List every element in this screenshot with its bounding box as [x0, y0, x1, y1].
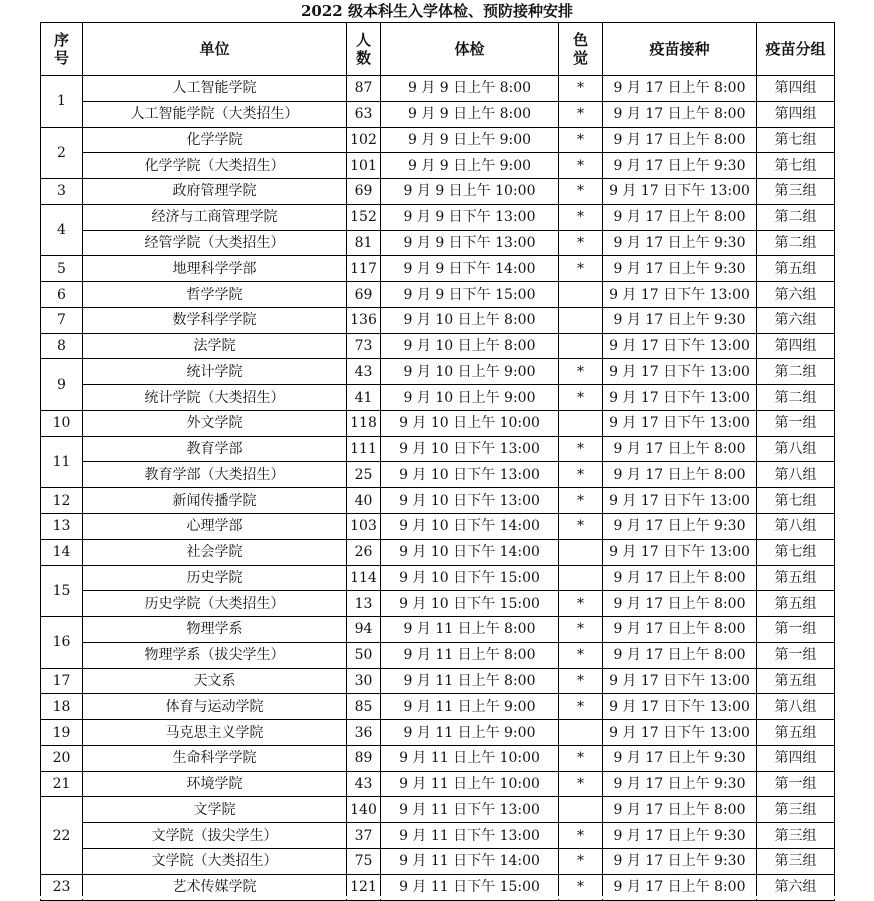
cell-group: 第七组 — [757, 127, 835, 153]
cell-color: * — [559, 76, 603, 102]
cell-exam: 9 月 9 日下午 14:00 — [381, 256, 559, 282]
table-row — [41, 617, 835, 643]
table-row — [41, 410, 835, 436]
cell-group: 第五组 — [757, 591, 835, 617]
cell-group: 第三组 — [757, 179, 835, 205]
header-color: 色觉 — [559, 23, 603, 76]
cell-exam: 9 月 9 日上午 8:00 — [381, 101, 559, 127]
cell-group: 第二组 — [757, 204, 835, 230]
cell-color: * — [559, 591, 603, 617]
table-header — [41, 23, 835, 76]
cell-exam: 9 月 9 日上午 9:00 — [381, 153, 559, 179]
cell-seq: 11 — [41, 436, 83, 488]
cell-exam: 9 月 11 日上午 8:00 — [381, 617, 559, 643]
cell-group: 第八组 — [757, 436, 835, 462]
cell-group: 第四组 — [757, 76, 835, 102]
table-row — [41, 230, 835, 256]
cell-unit: 数学科学学院 — [83, 307, 347, 333]
cell-group: 第一组 — [757, 410, 835, 436]
cell-unit: 文学院 — [83, 797, 347, 823]
cell-group: 第五组 — [757, 668, 835, 694]
cell-seq: 18 — [41, 694, 83, 720]
cell-unit: 文学院（拔尖学生） — [83, 823, 347, 849]
cell-exam: 9 月 10 日下午 15:00 — [381, 591, 559, 617]
cell-unit: 人工智能学院 — [83, 76, 347, 102]
cell-exam: 9 月 10 日下午 15:00 — [381, 565, 559, 591]
cell-vaccine: 9 月 17 日上午 9:30 — [603, 514, 757, 540]
cell-vaccine: 9 月 17 日上午 9:30 — [603, 230, 757, 256]
cell-exam: 9 月 10 日上午 9:00 — [381, 359, 559, 385]
cell-count: 69 — [347, 179, 381, 205]
cell-vaccine: 9 月 17 日上午 8:00 — [603, 76, 757, 102]
cell-vaccine: 9 月 17 日下午 13:00 — [603, 359, 757, 385]
table-row — [41, 179, 835, 205]
cell-exam: 9 月 11 日上午 9:00 — [381, 694, 559, 720]
cell-group: 第五组 — [757, 565, 835, 591]
cell-count: 140 — [347, 797, 381, 823]
cell-unit: 体育与运动学院 — [83, 694, 347, 720]
table-row — [41, 127, 835, 153]
cell-group: 第五组 — [757, 256, 835, 282]
cell-seq: 15 — [41, 565, 83, 617]
cell-vaccine: 9 月 17 日上午 8:00 — [603, 642, 757, 668]
cell-color: * — [559, 514, 603, 540]
cell-count: 103 — [347, 514, 381, 540]
cell-exam: 9 月 11 日上午 10:00 — [381, 745, 559, 771]
cell-exam: 9 月 10 日下午 14:00 — [381, 514, 559, 540]
cell-vaccine: 9 月 17 日上午 9:30 — [603, 307, 757, 333]
table-row — [41, 694, 835, 720]
cell-vaccine: 9 月 17 日下午 13:00 — [603, 668, 757, 694]
cell-exam: 9 月 10 日上午 8:00 — [381, 307, 559, 333]
cell-vaccine: 9 月 17 日上午 9:30 — [603, 153, 757, 179]
cell-exam: 9 月 11 日上午 9:00 — [381, 720, 559, 746]
cell-vaccine: 9 月 17 日上午 9:30 — [603, 256, 757, 282]
table-row — [41, 333, 835, 359]
table-row — [41, 204, 835, 230]
cell-exam: 9 月 9 日下午 13:00 — [381, 204, 559, 230]
cell-seq: 20 — [41, 745, 83, 771]
header-group: 疫苗分组 — [757, 23, 835, 76]
cell-exam: 9 月 10 日下午 13:00 — [381, 436, 559, 462]
cell-color: * — [559, 359, 603, 385]
cell-seq: 8 — [41, 333, 83, 359]
cell-seq: 16 — [41, 617, 83, 669]
cell-seq: 23 — [41, 874, 83, 900]
cell-group: 第二组 — [757, 385, 835, 411]
table-row — [41, 359, 835, 385]
cell-exam: 9 月 10 日上午 9:00 — [381, 385, 559, 411]
table-body — [41, 76, 835, 901]
cell-unit: 经管学院（大类招生） — [83, 230, 347, 256]
cell-unit: 新闻传播学院 — [83, 488, 347, 514]
table-row — [41, 668, 835, 694]
cell-vaccine: 9 月 17 日上午 9:30 — [603, 771, 757, 797]
cell-color: * — [559, 462, 603, 488]
cell-seq: 19 — [41, 720, 83, 746]
cell-exam: 9 月 10 日上午 10:00 — [381, 410, 559, 436]
header-exam: 体检 — [381, 23, 559, 76]
cell-seq: 14 — [41, 539, 83, 565]
cell-count: 111 — [347, 436, 381, 462]
cell-unit: 地理科学学部 — [83, 256, 347, 282]
cell-count: 13 — [347, 591, 381, 617]
cell-count: 114 — [347, 565, 381, 591]
cell-color: * — [559, 101, 603, 127]
cell-seq: 7 — [41, 307, 83, 333]
cell-vaccine: 9 月 17 日上午 8:00 — [603, 436, 757, 462]
cell-unit: 天文系 — [83, 668, 347, 694]
cell-vaccine: 9 月 17 日下午 13:00 — [603, 539, 757, 565]
cell-unit: 历史学院 — [83, 565, 347, 591]
cell-unit: 法学院 — [83, 333, 347, 359]
table-row — [41, 514, 835, 540]
table-row — [41, 385, 835, 411]
cell-color: * — [559, 745, 603, 771]
cell-vaccine: 9 月 17 日下午 13:00 — [603, 720, 757, 746]
cell-group: 第三组 — [757, 823, 835, 849]
header-seq: 序号 — [41, 23, 83, 76]
cell-seq: 10 — [41, 410, 83, 436]
cell-count: 87 — [347, 76, 381, 102]
cell-seq: 5 — [41, 256, 83, 282]
cell-exam: 9 月 11 日下午 13:00 — [381, 797, 559, 823]
cell-count: 26 — [347, 539, 381, 565]
cell-exam: 9 月 9 日上午 9:00 — [381, 127, 559, 153]
cell-count: 75 — [347, 848, 381, 874]
cell-count: 41 — [347, 385, 381, 411]
cell-vaccine: 9 月 17 日上午 8:00 — [603, 591, 757, 617]
cell-group: 第三组 — [757, 848, 835, 874]
cell-seq: 17 — [41, 668, 83, 694]
cell-exam: 9 月 10 日下午 13:00 — [381, 462, 559, 488]
cell-count: 50 — [347, 642, 381, 668]
cell-unit: 环境学院 — [83, 771, 347, 797]
cell-group: 第八组 — [757, 514, 835, 540]
cell-count: 36 — [347, 720, 381, 746]
table-row — [41, 153, 835, 179]
cell-count: 40 — [347, 488, 381, 514]
schedule-table — [40, 22, 835, 901]
cell-color: * — [559, 436, 603, 462]
cell-unit: 人工智能学院（大类招生） — [83, 101, 347, 127]
cell-group: 第八组 — [757, 462, 835, 488]
cell-unit: 生命科学学院 — [83, 745, 347, 771]
cell-unit: 化学学院（大类招生） — [83, 153, 347, 179]
cell-vaccine: 9 月 17 日上午 8:00 — [603, 617, 757, 643]
table-row — [41, 436, 835, 462]
cell-seq: 4 — [41, 204, 83, 256]
cell-color: * — [559, 694, 603, 720]
table-row — [41, 539, 835, 565]
cell-seq: 2 — [41, 127, 83, 179]
cell-seq: 13 — [41, 514, 83, 540]
cell-exam: 9 月 9 日上午 10:00 — [381, 179, 559, 205]
cell-color — [559, 282, 603, 308]
cell-seq: 21 — [41, 771, 83, 797]
cell-group: 第三组 — [757, 797, 835, 823]
cell-vaccine: 9 月 17 日下午 13:00 — [603, 410, 757, 436]
cell-group: 第一组 — [757, 771, 835, 797]
cell-color: * — [559, 668, 603, 694]
cell-exam: 9 月 9 日下午 13:00 — [381, 230, 559, 256]
cell-unit: 教育学部（大类招生） — [83, 462, 347, 488]
cell-color: * — [559, 385, 603, 411]
cell-group: 第四组 — [757, 101, 835, 127]
cell-count: 94 — [347, 617, 381, 643]
table-row — [41, 771, 835, 797]
cell-color: * — [559, 617, 603, 643]
cell-count: 152 — [347, 204, 381, 230]
cell-exam: 9 月 10 日下午 13:00 — [381, 488, 559, 514]
cell-group: 第一组 — [757, 617, 835, 643]
cell-exam: 9 月 11 日下午 15:00 — [381, 874, 559, 900]
cell-exam: 9 月 11 日下午 13:00 — [381, 823, 559, 849]
cell-count: 81 — [347, 230, 381, 256]
cell-vaccine: 9 月 17 日上午 8:00 — [603, 462, 757, 488]
table-row — [41, 101, 835, 127]
cell-color: * — [559, 771, 603, 797]
cell-count: 89 — [347, 745, 381, 771]
cell-color: * — [559, 848, 603, 874]
cell-count: 102 — [347, 127, 381, 153]
cell-color — [559, 333, 603, 359]
cell-group: 第四组 — [757, 745, 835, 771]
cell-unit: 社会学院 — [83, 539, 347, 565]
cell-color — [559, 797, 603, 823]
cell-unit: 物理学系（拔尖学生） — [83, 642, 347, 668]
header-vaccine: 疫苗接种 — [603, 23, 757, 76]
header-count: 人数 — [347, 23, 381, 76]
cell-seq: 22 — [41, 797, 83, 874]
table-row — [41, 462, 835, 488]
cell-color: * — [559, 153, 603, 179]
cell-count: 117 — [347, 256, 381, 282]
cell-exam: 9 月 9 日上午 8:00 — [381, 76, 559, 102]
cell-group: 第四组 — [757, 333, 835, 359]
cell-count: 101 — [347, 153, 381, 179]
cell-vaccine: 9 月 17 日下午 13:00 — [603, 694, 757, 720]
cell-count: 118 — [347, 410, 381, 436]
cell-exam: 9 月 11 日上午 8:00 — [381, 668, 559, 694]
cell-color: * — [559, 230, 603, 256]
cell-vaccine: 9 月 17 日下午 13:00 — [603, 385, 757, 411]
cell-unit: 物理学系 — [83, 617, 347, 643]
cell-exam: 9 月 11 日上午 10:00 — [381, 771, 559, 797]
cell-unit: 外文学院 — [83, 410, 347, 436]
cell-unit: 文学院（大类招生） — [83, 848, 347, 874]
cell-count: 136 — [347, 307, 381, 333]
cell-count: 43 — [347, 359, 381, 385]
cell-seq: 1 — [41, 76, 83, 128]
table-row — [41, 848, 835, 874]
table-row — [41, 282, 835, 308]
table-row — [41, 565, 835, 591]
cell-count: 63 — [347, 101, 381, 127]
cell-exam: 9 月 11 日下午 14:00 — [381, 848, 559, 874]
cell-exam: 9 月 9 日下午 15:00 — [381, 282, 559, 308]
cell-count: 37 — [347, 823, 381, 849]
cell-group: 第七组 — [757, 488, 835, 514]
cell-color: * — [559, 488, 603, 514]
cell-vaccine: 9 月 17 日上午 8:00 — [603, 204, 757, 230]
cell-unit: 统计学院（大类招生） — [83, 385, 347, 411]
cell-color — [559, 565, 603, 591]
cell-unit: 马克思主义学院 — [83, 720, 347, 746]
table-row — [41, 797, 835, 823]
cell-vaccine: 9 月 17 日下午 13:00 — [603, 333, 757, 359]
table-row — [41, 720, 835, 746]
cell-color: * — [559, 874, 603, 900]
table-row — [41, 745, 835, 771]
cell-vaccine: 9 月 17 日下午 13:00 — [603, 282, 757, 308]
cell-exam: 9 月 10 日下午 14:00 — [381, 539, 559, 565]
cell-group: 第六组 — [757, 307, 835, 333]
cell-vaccine: 9 月 17 日上午 8:00 — [603, 101, 757, 127]
cell-group: 第七组 — [757, 539, 835, 565]
cell-group: 第二组 — [757, 230, 835, 256]
page-title: 2022 级本科生入学体检、预防接种安排 — [301, 2, 573, 20]
cell-vaccine: 9 月 17 日上午 8:00 — [603, 127, 757, 153]
cell-vaccine: 9 月 17 日上午 8:00 — [603, 565, 757, 591]
cell-vaccine: 9 月 17 日上午 9:30 — [603, 848, 757, 874]
cell-color — [559, 720, 603, 746]
cell-color — [559, 307, 603, 333]
table-row — [41, 76, 835, 102]
cell-unit: 经济与工商管理学院 — [83, 204, 347, 230]
cell-count: 69 — [347, 282, 381, 308]
table-row — [41, 488, 835, 514]
cell-group: 第七组 — [757, 153, 835, 179]
cell-count: 30 — [347, 668, 381, 694]
cell-unit: 心理学部 — [83, 514, 347, 540]
cell-group: 第六组 — [757, 874, 835, 900]
cell-color: * — [559, 642, 603, 668]
cell-group: 第五组 — [757, 720, 835, 746]
cell-vaccine: 9 月 17 日上午 8:00 — [603, 874, 757, 900]
cell-seq: 9 — [41, 359, 83, 411]
cell-vaccine: 9 月 17 日下午 13:00 — [603, 488, 757, 514]
cell-unit: 历史学院（大类招生） — [83, 591, 347, 617]
cell-unit: 统计学院 — [83, 359, 347, 385]
cell-exam: 9 月 10 日上午 8:00 — [381, 333, 559, 359]
cell-color — [559, 410, 603, 436]
cell-group: 第二组 — [757, 359, 835, 385]
cell-color — [559, 539, 603, 565]
table-row — [41, 591, 835, 617]
cell-color: * — [559, 204, 603, 230]
cell-group: 第六组 — [757, 282, 835, 308]
cell-seq: 3 — [41, 179, 83, 205]
cell-color: * — [559, 179, 603, 205]
table-row — [41, 642, 835, 668]
cell-count: 73 — [347, 333, 381, 359]
cell-count: 85 — [347, 694, 381, 720]
cell-vaccine: 9 月 17 日下午 13:00 — [603, 179, 757, 205]
cell-unit: 化学学院 — [83, 127, 347, 153]
cell-color: * — [559, 823, 603, 849]
cell-exam: 9 月 11 日上午 8:00 — [381, 642, 559, 668]
cell-seq: 12 — [41, 488, 83, 514]
cell-count: 25 — [347, 462, 381, 488]
cell-count: 121 — [347, 874, 381, 900]
cell-seq: 6 — [41, 282, 83, 308]
cell-unit: 政府管理学院 — [83, 179, 347, 205]
cell-count: 43 — [347, 771, 381, 797]
cell-vaccine: 9 月 17 日上午 8:00 — [603, 797, 757, 823]
cell-color: * — [559, 256, 603, 282]
cell-vaccine: 9 月 17 日上午 9:30 — [603, 745, 757, 771]
cell-unit: 艺术传媒学院 — [83, 874, 347, 900]
table-row — [41, 256, 835, 282]
cell-unit: 哲学学院 — [83, 282, 347, 308]
header-row — [41, 23, 835, 76]
header-unit: 单位 — [83, 23, 347, 76]
cell-group: 第八组 — [757, 694, 835, 720]
table-row — [41, 307, 835, 333]
table-row — [41, 823, 835, 849]
cell-group: 第一组 — [757, 642, 835, 668]
cell-color: * — [559, 127, 603, 153]
cell-vaccine: 9 月 17 日上午 9:30 — [603, 823, 757, 849]
cell-unit: 教育学部 — [83, 436, 347, 462]
